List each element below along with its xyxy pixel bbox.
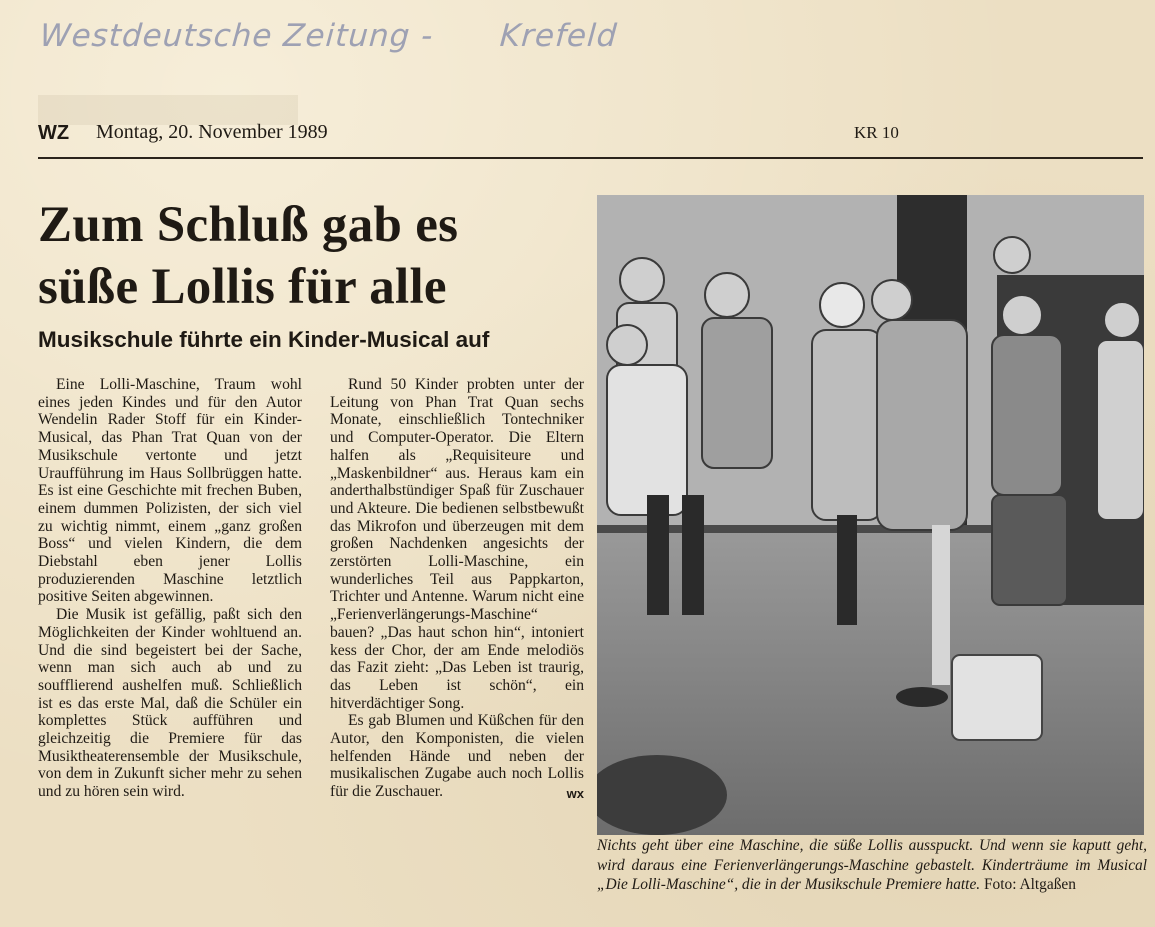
subheadline: Musikschule führte ein Kinder-Musical auf	[38, 327, 490, 352]
article-column-2	[330, 376, 584, 803]
headline	[38, 194, 598, 318]
article-paragraph: Rund 50 Kinder probten unter der Leitung von Phan Trat Quan sechs Monate, einschließlich Tontechniker und Computer-Operator. Die Eltern halfen als „Requisiteure und „Maskenbildner“ aus. Heraus kam ein anderthalbstündiger Spaß für Zuschauer und Akteure. Die bedienen selbstbewußt das Mikrofon und überzeugen mit dem großen Nachdenken angesichts der zerstörten Lolli-Maschine, ein wunderliches Teil aus Pappkarton, Trichter und Antenne. Warum nicht eine „Ferienverlängerungs-Maschine“ bauen? „Das haut schon hin“, intoniert kess der Chor, der am Ende melodiös das Fazit zieht: „Das Leben ist traurig, das Leben ist schön“, ein hitverdächtiger Song.	[330, 376, 584, 712]
handwritten-note-newspaper: Westdeutsche Zeitung -	[38, 18, 435, 54]
masthead	[38, 120, 1143, 144]
article-column-1	[38, 376, 302, 801]
handwritten-note-city: Krefeld	[498, 18, 619, 54]
article-paragraph: Die Musik ist gefällig, paßt sich den Möglichkeiten der Kinder wohltuend an. Und die sind begeistert bei der Sache, wenn man sich auch ab und zu soufflierend aushelfen muß. Schließlich ist es das erste Mal, daß die Schüler ein komplettes Stück aufführen und gleichzeitig die Premiere für das Musiktheaterensemble der Musikschule, von dem in Zukunft sicher mehr zu sehen und zu hören sein wird.	[38, 606, 302, 801]
headline-line-1: Zum Schluß gab es	[38, 197, 459, 253]
article-photo	[597, 195, 1144, 835]
page-number: KR 10	[854, 123, 899, 142]
caption-text: Nichts geht über eine Maschine, die süße Lollis ausspuckt. Und wenn sie kaputt geht, wird daraus eine Ferienverlängerungs-Maschine gebastelt. Kinderträume im Musical „Die Lolli-Maschine“, die in der Musikschule Premiere hatte.	[597, 837, 1147, 893]
issue-date: Montag, 20. November 1989	[96, 121, 328, 143]
article-paragraph-text: Es gab Blumen und Küßchen für den Autor, den Komponisten, die vielen helfenden Hände und neben der musikalischen Zugabe auch noch Lollis für die Zuschauer.	[330, 712, 584, 801]
article-paragraph	[330, 712, 584, 801]
photo-caption	[597, 836, 1147, 895]
stage-photo-illustration	[597, 195, 1144, 835]
newspaper-logo: WZ	[38, 122, 70, 144]
photo-credit: Foto: Altgaßen	[984, 876, 1076, 893]
article-paragraph: Eine Lolli-Maschine, Traum wohl eines jeden Kindes und für den Autor Wendelin Rader Stoff für ein Kinder-Musical, das Phan Trat Quan von der Musikschule vertonte und jetzt Uraufführung im Haus Sollbrüggen hatte. Es ist eine Geschichte mit frechen Buben, einem dummen Polizisten, der sich viel zu wichtig nimmt, einem „ganz großen Boss“ und vielen Kindern, die dem Diebstahl eben jener Lollis produzierenden Maschine letztlich positive Seiten abgewinnen.	[38, 376, 302, 606]
headline-line-2: süße Lollis für alle	[38, 259, 447, 315]
masthead-rule	[38, 157, 1143, 159]
author-signature: wx	[566, 786, 584, 802]
